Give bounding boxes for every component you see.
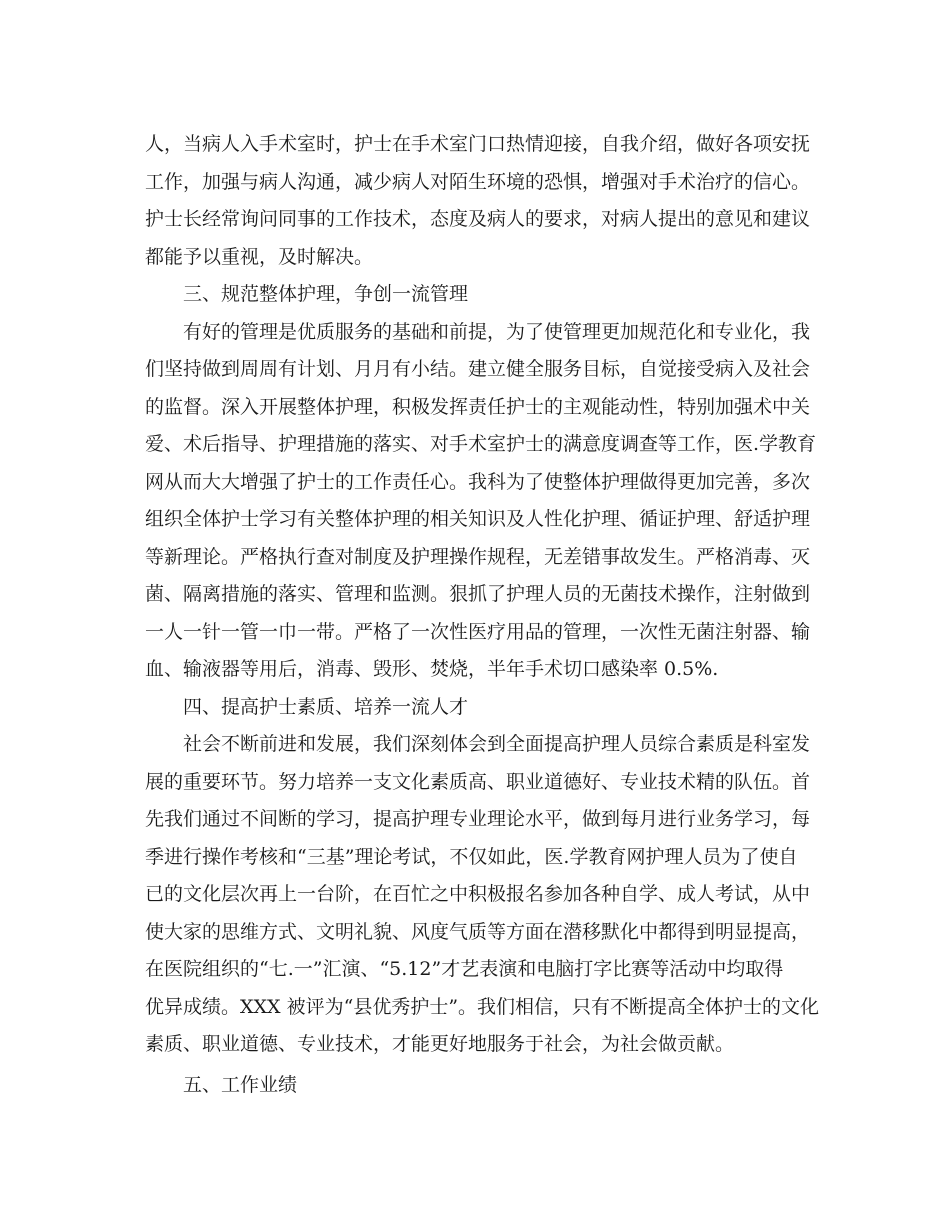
section-heading: 五、工作业绩 xyxy=(183,1073,298,1096)
paragraph-line: 等新理论。严格执行查对制度及护理操作规程，无差错事故发生。严格消毒、灭 xyxy=(145,545,811,568)
paragraph-line: 先我们通过不间断的学习，提高护理专业理论水平，做到每月进行业务学习，每 xyxy=(145,808,811,830)
paragraph-line: 护士长经常询问同事的工作技术，态度及病人的要求，对病人提出的意见和建议 xyxy=(145,208,811,230)
paragraph-line: 的监督。深入开展整体护理，积极发挥责任护士的主观能动性，特别加强术中关 xyxy=(145,395,811,418)
paragraph-line: 社会不断前进和发展，我们深刻体会到全面提高护理人员综合素质是科室发 xyxy=(183,733,811,755)
paragraph-line: 在医院组织的“七.一”汇演、“5.12”才艺表演和电脑打字比赛等活动中均取得 xyxy=(145,958,784,980)
paragraph-line: 组织全体护士学习有关整体护理的相关知识及人性化护理、循证护理、舒适护理 xyxy=(145,508,811,530)
document-body xyxy=(145,126,820,1104)
paragraph-line: 优异成绩。XXX 被评为“县优秀护士”。我们相信，只有不断提高全体护士的文化 xyxy=(145,995,820,1018)
paragraph-line: 展的重要环节。努力培养一支文化素质高、职业道德好、专业技术精的队伍。首 xyxy=(145,770,811,793)
paragraph-line: 工作，加强与病人沟通，减少病人对陌生环境的恐惧，增强对手术治疗的信心。 xyxy=(145,170,811,193)
paragraph-line: 已的文化层次再上一台阶，在百忙之中积极报名参加各种自学、成人考试，从中 xyxy=(145,883,811,905)
section-heading: 三、规范整体护理，争创一流管理 xyxy=(183,283,469,305)
paragraph-line: 一人一针一管一巾一带。严格了一次性医疗用品的管理，一次性无菌注射器、输 xyxy=(145,620,811,643)
paragraph-line: 季进行操作考核和“三基”理论考试，不仅如此，医.学教育网护理人员为了使自 xyxy=(145,845,798,868)
paragraph-line: 有好的管理是优质服务的基础和前提，为了使管理更加规范化和专业化，我 xyxy=(183,320,811,343)
paragraph-line: 人，当病人入手术室时，护士在手术室门口热情迎接，自我介绍，做好各项安抚 xyxy=(145,133,811,155)
paragraph-line: 网从而大大增强了护士的工作责任心。我科为了使整体护理做得更加完善，多次 xyxy=(145,470,811,493)
paragraph-line: 使大家的思维方式、文明礼貌、风度气质等方面在潜移默化中都得到明显提高， xyxy=(145,920,811,943)
paragraph-line: 素质、职业道德、专业技术，才能更好地服务于社会，为社会做贡献。 xyxy=(145,1033,735,1055)
paragraph-line: 们坚持做到周周有计划、月月有小结。建立健全服务目标，自觉接受病入及社会 xyxy=(145,358,811,380)
section-heading: 四、提高护士素质、培养一流人才 xyxy=(183,695,469,718)
paragraph-line: 血、输液器等用后，消毒、毁形、焚烧，半年手术切口感染率 0.5%. xyxy=(145,658,719,680)
paragraph-line: 菌、隔离措施的落实、管理和监测。狠抓了护理人员的无菌技术操作，注射做到 xyxy=(145,583,811,605)
paragraph-line: 爱、术后指导、护理措施的落实、对手术室护士的满意度调查等工作，医.学教育 xyxy=(145,433,817,455)
paragraph-line: 都能予以重视，及时解决。 xyxy=(145,245,374,268)
